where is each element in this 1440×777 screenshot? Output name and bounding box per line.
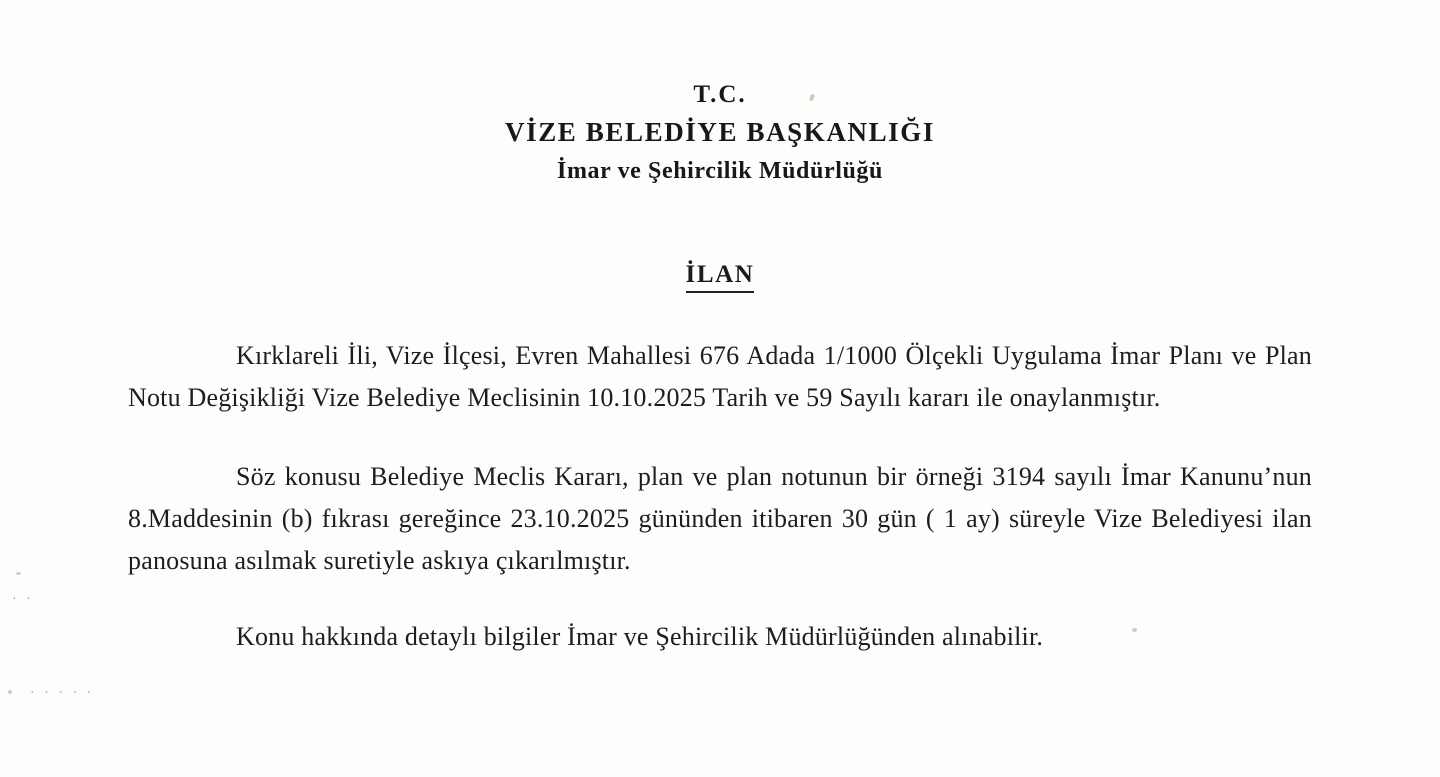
document-title-wrap [0,261,1440,293]
scan-speck [1132,628,1137,632]
scan-speck [8,690,12,694]
document-body [64,335,1376,658]
document-header [0,0,1440,187]
header-line-municipality: VİZE BELEDİYE BAŞKANLIĞI [504,117,936,147]
paragraph-contact-info: Konu hakkında detaylı bilgiler İmar ve Şehircilik Müdürlüğünden alınabilir. [236,621,1044,651]
header-line-tc: T.C. [693,81,747,108]
scan-margin-dots: · · · · · [30,686,95,701]
paragraph-plan-approval: Kırklareli İli, Vize İlçesi, Evren Mahallesi 676 Adada 1/1000 Ölçekli Uygulama İmar Planı ve Plan Notu Değişikliği Vize Belediye Meclisinin 10.10.2025 Tarih ve 59 Sayılı kararı ile onaylanmıştır. [128,341,1312,413]
scan-speck [16,572,21,575]
scan-margin-dots: · · [12,592,34,607]
header-line-department: İmar ve Şehircilik Müdürlüğü [557,157,883,184]
page-title: İLAN [686,261,755,293]
paragraph-public-display: Söz konusu Belediye Meclis Kararı, plan ve plan notunun bir örneği 3194 sayılı İmar Kanunu’nun 8.Maddesinin (b) fıkrası gereğince 23.10.2025 gününden itibaren 30 gün ( 1 ay) süreyle Vize Belediyesi ilan panosuna asılmak suretiyle askıya çıkarılmıştır. [128,461,1312,575]
